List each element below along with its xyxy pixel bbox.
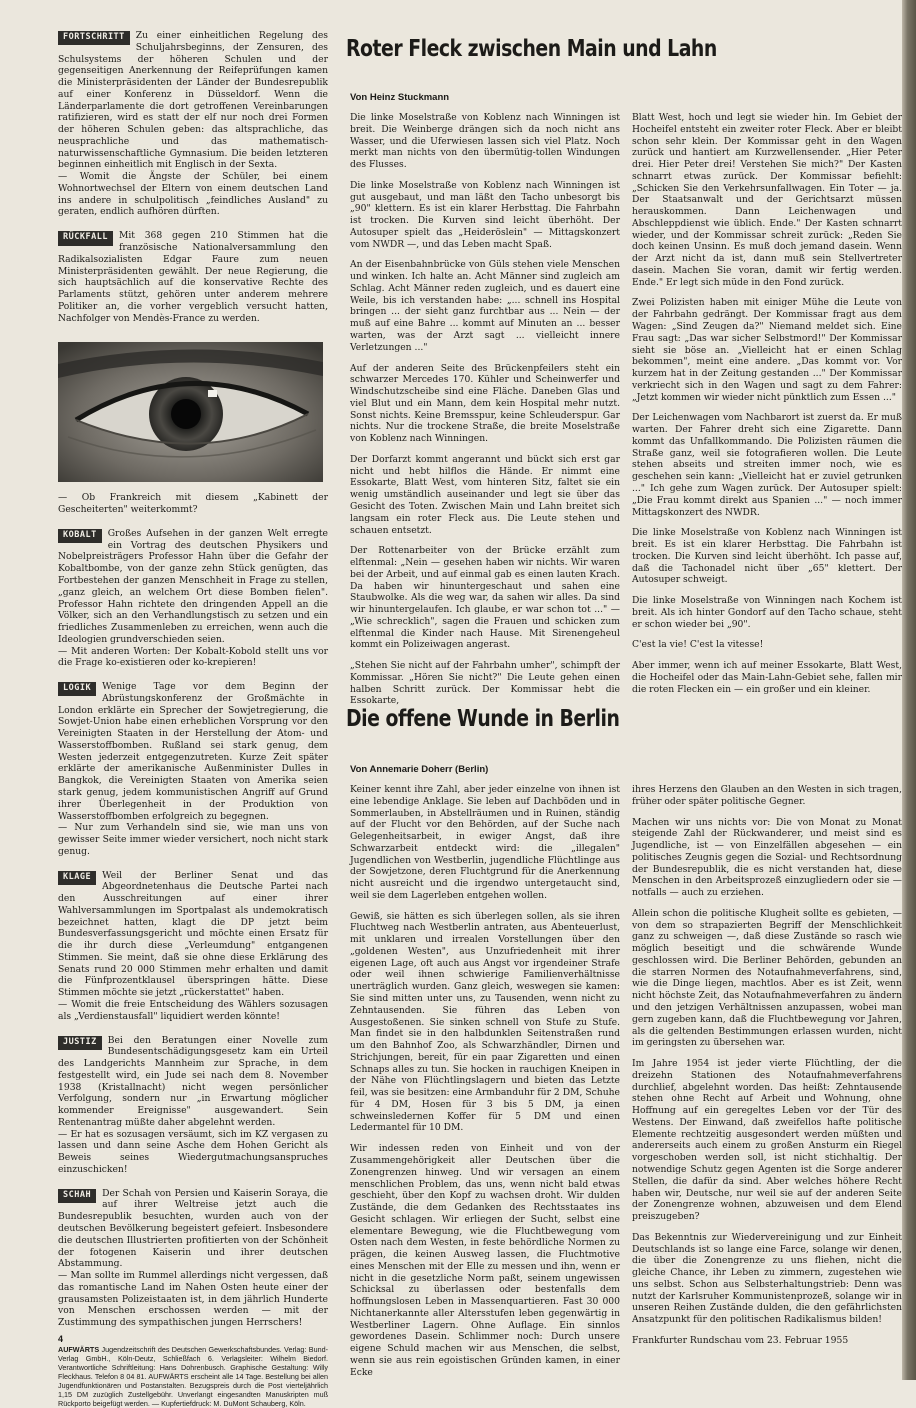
article2-body	[350, 784, 902, 1378]
paragraph: Auf der anderen Seite des Brückenpfeilers steht ein schwarzer Mercedes 170. Kühler und Scheinwerfer und Windschutzscheibe sind eine Fläche. Daneben Glas und viel Blut und ein Mann, dem kein Hospital mehr nutzt. Sonst nichts. Keine Bremsspur, keine Schleuderspur. Gar nichts. Nur die trockene Straße, die breite Moselstraße von Koblenz nach Winningen.	[350, 362, 620, 445]
article1-byline: Von Heinz Stuckmann	[350, 92, 450, 103]
paragraph: „Stehen Sie nicht auf der Fahrbahn umher", schimpft der Kommissar. „Hören Sie nicht?" Die Leute gehen einen halben Schritt zurück. Der Kommissar hebt die Essokarte,	[350, 660, 620, 707]
imprint-title: AUFWÄRTS	[58, 1344, 100, 1354]
entry-comment: — Man sollte im Rummel allerdings nicht vergessen, daß das romantische Land im Nahen Osten heute einer der grausamsten Polizeistaaten ist, in dem jährlich Hunderte von Menschen erschossen werden — mit der Zustimmung des sympathischen jungen Herrschers!	[58, 1270, 328, 1329]
articles-area	[346, 30, 902, 1378]
entry-tag: KOBALT	[58, 529, 102, 543]
article1-column-2	[632, 112, 902, 712]
entry-text: Mit 368 gegen 210 Stimmen hat die französische Nationalversammlung den Radikalsozialisten Edgar Faure zum neuen Ministerpräsidenten gewählt. Der neue Regierung, die sich hauptsächlich auf die konservative Rechte des Parlaments stützt, gehören unter anderem mehrere Politiker an, die vorher vergeblich versucht hatten, Nachfolger von Mendès-France zu werden.	[58, 230, 328, 324]
entry-text: Weil der Berliner Senat und das Abgeordnetenhaus die Deutsche Partei nach den Ausschreitungen auf einer ihrer Wahlversammlungen im Sportpalast als undemokratisch bezeichnet hatten, klagt die DP jetzt beim Bundesverfassungsgericht und möchte einen Ersatz für die ihr durch diese „Verleumdung" entgangenen Stimmen. Sie meint, daß sie ohne diese Erklärung des Senats rund 20 000 Stimmen mehr erhalten und damit die Fünfprozentklausel überspringen hätte. Diese Stimmen möchte sie jetzt „rückerstattet" haben.	[58, 869, 328, 999]
article2-column-2	[632, 784, 902, 1370]
paragraph: Gewiß, sie hätten es sich überlegen sollen, als sie ihren Fluchtweg nach Westberlin antraten, aus Abenteuerlust, mit unklaren und irrealen Vorstellungen über den „goldenen Westen", aus Unzufriedenheit mit ihrer eigenen Lage, oft auch aus Angst vor irgendeiner Strafe oder weil ihnen schwierige Familienverhältnisse unerträglich wurden. Ganz gleich, weswegen sie kamen: Sie sind mitten unter uns, zu Tausenden, wenn nicht zu Zehntausenden. Sie führen das Leben von Ausgestoßenen. Sie sinken schnell von Stufe zu Stufe. Man findet sie in den halbdunklen Seitenstraßen rund um den Bahnhof Zoo, als Schwarzhändler, Dirnen und Strichjungen, bereit, für ein paar Zigaretten und einen Schnaps alles zu tun. Sie hocken in rauchigen Kneipen in der Nähe von Flüchtlingslagern und bieten das Letzte feil, was sie besitzen: eine Armbanduhr für 2 DM, Schuhe für 4 DM, Hosen für 3 bis 5 DM, ja einen schweinsledernen Koffer für 5 DM und einen Ledermantel für 10 DM.	[350, 910, 620, 1134]
paragraph: Der Leichenwagen vom Nachbarort ist zuerst da. Er muß warten. Der Fahrer dreht sich eine Zigarette. Dann kommt das Unfallkommando. Die Polizisten räumen die Straße ganz, weil sie fotografieren wollen. Die Leute stehen abseits und streiten immer noch, wie es geschehen sein kann: „Vielleicht hat er zuviel getrunken ..." Ich gehe zum Wagen zurück. Der Autosuper spielt: „Die Frau kommt direkt aus Spanien ..." — noch immer Mittagskonzert des NWDR.	[632, 412, 902, 518]
entry-tag: JUSTIZ	[58, 1036, 102, 1050]
article2-source: Frankfurter Rundschau vom 23. Februar 1955	[632, 1334, 849, 1346]
photo-caption: — Ob Frankreich mit diesem „Kabinett der Gescheiterten" weiterkommt?	[58, 492, 328, 516]
paragraph: C'est la vie! C'est la vitesse!	[632, 639, 764, 651]
sidebar-entry-klage	[58, 870, 328, 1023]
sidebar-entry-justiz	[58, 1035, 328, 1176]
paragraph: Zwei Polizisten haben mit einiger Mühe die Leute von der Fahrbahn gedrängt. Der Kommissar fragt aus dem Wagen: „Sind Zeugen da?" Niemand meldet sich. Eine Frau sagt: „Das war sicher Selbstmord!" Der Kommissar sieht sie böse an. „Vielleicht hat er einen Schlag bekommen", meint eine andere. „Das kommt vor. Vor kurzem hat in der Zeitung gestanden ..." Der Kommissar verkriecht sich in den Wagen und sagt zu dem Fahrer: „Jetzt kommen wir wieder nicht pünktlich zum Essen ..."	[632, 297, 902, 403]
article2-headline: Die offene Wunde in Berlin	[346, 706, 620, 732]
article1-body	[350, 112, 902, 712]
paragraph: Keiner kennt ihre Zahl, aber jeder einzelne von ihnen ist eine lebendige Anklage. Sie leben auf Dachböden und in Sommerlauben, in Abstellräumen und in Ruinen, ständig auf der Flucht vor den Behörden, auf der Suche nach Gelegenheitsarbeit, in ewiger Angst, daß ihre Schwarzarbeit entdeckt wird: die „illegalen" Jugendlichen von Westberlin, jugendliche Flüchtlinge aus der Sowjetzone, deren Fluchtgrund für die Anerkennung nicht ausreicht und die irgendwo untergetaucht sind, weil sie dem Lagerleben entgehen wollen.	[350, 784, 620, 901]
entry-tag: RÜCKFALL	[58, 231, 113, 245]
imprint-text: Jugendzeitschrift des Deutschen Gewerkschaftsbundes. Verlag: Bund-Verlag GmbH., Köln-Deutz, Schließfach 6. Verlagsleiter: Wilhelm Biedorf. Verantwortliche Schriftleitung: Hans Dohrenbusch. Graphische Gestaltung: Willy Fleckhaus. Telefon 8 04 81. AUFWÄRTS erscheint alle 14 Tage. Bestellung bei allen Jugendfunktionären und Postanstalten. Bezugspreis durch die Post vierteljährlich 1,15 DM zuzüglich Zustellgebühr. Unverlangt eingesandten Manuskripten muß Rückporto beigefügt werden. — Kupfertiefdruck: M. DuMont Schauberg, Köln.	[58, 1344, 328, 1408]
paragraph: An der Eisenbahnbrücke von Güls stehen viele Menschen und winken. Ich halte an. Acht Männer sind zugleich am Schlag. Acht Männer reden zugleich, und es dauert eine Weile, bis ich verstanden habe: „... schnell ins Hospital bringen ... der sieht ganz furchtbar aus ... Nein — der muß auf eine Bahre ... kommt auf Minuten an ... besser warten, was der Arzt sagt ... vielleicht innere Verletzungen ..."	[350, 259, 620, 353]
entry-text: Zu einer einheitlichen Regelung des Schuljahrsbeginns, der Zensuren, des Schulsystems der höheren Schulen und der gegenseitigen Anerkennung der Reifeprüfungen kamen die Ministerpräsidenten der Länder der Bundesrepublik auf einer Konferenz in Düsseldorf. Wenn die Länderparlamente die dort getroffenen Vereinbarungen ratifizieren, wird es statt der elf nur noch drei Formen der höheren Schulen geben: das altsprachliche, das neusprachliche und das mathematisch-naturwissenschaftliche Gymnasium. Die beiden letzteren beginnen einheitlich mit Englisch in der Sexta.	[58, 30, 328, 171]
paragraph: Im Jahre 1954 ist jeder vierte Flüchtling, der die dreizehn Stationen des Notaufnahmeverfahrens durchlief, abgelehnt worden. Das heißt: Zehntausende stehen ohne Recht auf Arbeit und Wohnung, ohne Hoffnung auf ein geregeltes Leben vor der Tür des Westens. Der Einwand, daß zweifellos hafte politische Elemente rechtzeitig ausgesondert werden müßten und andererseits auch einem zu großen Ansturm ein Riegel vorgeschoben werden soll, ist nicht stichhaltig. Der notwendige Schutz gegen Agenten ist die Sorge anderer Stellen, die dafür da sind. Aber welches höhere Recht haben wir, Deutsche, nur weil sie auf der anderen Seite der Zonengrenze wohnen, abzuweisen und dem Elend preiszugeben?	[632, 1058, 902, 1223]
entry-comment: — Nur zum Verhandeln sind sie, wie man uns von gewisser Seite immer wieder versichert, noch nicht stark genug.	[58, 822, 328, 857]
paragraph: Machen wir uns nichts vor: Die von Monat zu Monat steigende Zahl der Rückwanderer, und meist sind es Jugendliche, ist — von Einzelfällen abgesehen — ein politisches Zeugnis gegen die Sozial- und Rechtsordnung der Bundesrepublik, die es nicht verstanden hat, diese Menschen in den Arbeitsprozeß einzugliedern oder sie — notfalls — auch zu erziehen.	[632, 816, 902, 899]
entry-text: Der Schah von Persien und Kaiserin Soraya, die auf ihrer Weltreise jetzt auch die Bundesrepublik besuchten, wurden auch von der deutschen Bevölkerung begeistert gefeiert. Insbesondere die deutschen Illustrierten profitierten von der Schönheit der fotogenen Kaiserin und ihrer deutschen Abstammung.	[58, 1187, 328, 1270]
paragraph: ihres Herzens den Glauben an den Westen in sich tragen, früher oder später politische Gegner.	[632, 784, 902, 807]
entry-comment: — Er hat es sozusagen versäumt, sich im KZ vergasen zu lassen und dann seine Asche dem Hohen Gericht als Beweis seines Wiedergutmachungsanspruches einzuschicken!	[58, 1128, 328, 1175]
paragraph: Aber immer, wenn ich auf meiner Essokarte, Blatt West, die Hocheifel oder das Main-Lahn-Gebiet sehe, fallen mir die roten Flecken ein — ein großer und ein kleiner.	[632, 660, 902, 695]
paragraph: Der Rottenarbeiter von der Brücke erzählt zum elftenmal: „Nein — gesehen haben wir nichts. Wir waren bei der Arbeit, und auf einmal gab es einen lauten Krach. Da haben wir hinuntergeschaut und sahen eine Staubwolke. Als die weg war, da sahen wir alles. Da sind wir hinuntergelaufen. Ich glaube, er war schon tot ..." — „Wie schrecklich", sagen die Frauen und schicken zum elftenmal die Kinder nach Hause. Mit Sirenengeheul kommt ein Polizeiwagen angerast.	[350, 545, 620, 651]
entry-comment: — Womit die Ängste der Schüler, bei einem Wohnortwechsel der Eltern von einem deutschen Land ins andere in schulpolitisch „feindliches Ausland" zu geraten, endlich aufhören dürften.	[58, 171, 328, 218]
sidebar-entry-kobalt	[58, 528, 328, 669]
sidebar-entry-logik	[58, 681, 328, 857]
entry-text: Wenige Tage vor dem Beginn der Abrüstungskonferenz der Großmächte in London erklärte ein Sprecher der Sowjetregierung, die Sowjet-Union habe einen erheblichen Vorsprung vor den Vereinigten Staaten in der Herstellung der Atom- und Wasserstoffbomben. Rußland sei stark genug, dem Westen jederzeit entgegenzutreten. Kurze Zeit später erklärte der amerikanische Außenminister Dulles in Bangkok, die Vereinigten Staaten von Amerika seien stark genug, jedem kommunistischen Angriff auf Grund ihrer Überlegenheit in der Produktion von Wasserstoffbomben erfolgreich zu begegnen.	[58, 681, 328, 822]
eye-photo	[58, 342, 323, 482]
entry-tag: SCHAH	[58, 1189, 96, 1203]
paragraph: Die linke Moselstraße von Koblenz nach Winningen ist breit. Es ist ein klarer Herbsttag. Die Fahrbahn ist trocken. Die Kurven sind leicht überhöht. Ich passe auf, daß die Tachonadel nicht über „65" klettert. Der Autosuper schweigt.	[632, 527, 902, 586]
paragraph: Die linke Moselstraße von Winningen nach Kochem ist breit. Als ich hinter Gondorf auf den Tacho schaue, steht er schon wieder bei „90".	[632, 595, 902, 630]
entry-text: Großes Aufsehen in der ganzen Welt erregte ein Vortrag des deutschen Physikers und Nobelpreisträgers Professor Hahn über die Gefahr der Kobaltbombe, von der ganze zehn Stück genügten, das Fortbestehen der ganzen Menschheit in Frage zu stellen, „ganz gleich, an welchem Ort diese Bomben fielen". Professor Hahn richtete den dringenden Appell an die Völker, sich an den Verhandlungstisch zu setzen und ein friedliches Zusammenleben zu erreichen, wenn auch die Ideologien grundverschieden seien.	[58, 527, 328, 645]
entry-tag: KLAGE	[58, 871, 96, 885]
sidebar-entry-schah	[58, 1188, 328, 1329]
imprint	[58, 1345, 328, 1408]
entry-comment: — Womit die freie Entscheidung des Wählers sozusagen als „Verdienstausfall" liquidiert werden könnte!	[58, 999, 328, 1022]
paragraph: Der Dorfarzt kommt angerannt und bückt sich erst gar nicht und hebt hilflos die Hände. Er nimmt eine Essokarte, Blatt West, vom hinteren Sitz, faltet sie ein wenig umständlich auseinander und legt sie über das Gesicht des Toten. Zwischen Main und Lahn breitet sich langsam ein roter Fleck aus. Die Leute stehen und schauen entsetzt.	[350, 453, 620, 536]
paragraph: Die linke Moselstraße von Koblenz nach Winningen ist gut ausgebaut, und man läßt den Tacho unbesorgt bis „90" klettern. Es ist ein klarer Herbsttag. Die Fahrbahn ist trocken. Die Kurven sind leicht überhöht. Der Autosuper spielt das „Heideröslein" — Mittagskonzert vom NWDR —, und das Leben macht Spaß.	[350, 179, 620, 250]
sidebar-entry-fortschritt	[58, 30, 328, 218]
article2-byline: Von Annemarie Doherr (Berlin)	[350, 764, 489, 775]
sidebar-entry-rückfall	[58, 230, 328, 324]
entry-comment: — Mit anderen Worten: Der Kobalt-Kobold stellt uns vor die Frage ko-existieren oder ko-krepieren!	[58, 645, 328, 669]
article1-column-1	[350, 112, 620, 712]
paragraph: Die linke Moselstraße von Koblenz nach Winningen ist breit. Die Weinberge drängen sich da noch nicht ans Wasser, und die Uferwiesen lassen sich viel Platz. Noch merkt man nichts von den übermütig-tollen Windungen des Flusses.	[350, 112, 620, 171]
article1-headline: Roter Fleck zwischen Main und Lahn	[346, 36, 717, 62]
article2-column-1	[350, 784, 620, 1378]
page-number: 4	[58, 1334, 64, 1344]
paragraph: Wir indessen reden von Einheit und von der Zusammengehörigkeit aller Deutschen über die Zonengrenzen hinweg. Und wir versagen an einem menschlichen Problem, das uns, wenn nicht bald etwas geschieht, über den Kopf zu wachsen droht. Wir dulden Zustände, die dem Gedanken des Rechtsstaates ins Gesicht schlagen. Wir erliegen der Sucht, selbst eine elementare Bewegung, wie die Fluchtbewegung vom Osten nach dem Westen, in feste behördliche Normen zu prägen, die keinen Ausweg lassen, die Fluchtmotive eines Menschen mit der Elle zu messen und ihn, wenn er nicht in die gesetzliche Norm paßt, seinem ungewissen Schicksal zu überlassen oder bestenfalls dem hoffnungslosen Leben in Massenquartieren. Fast 30 000 Nichtanerkannte aller Altersstufen leben gegenwärtig in Westberliner Lagern. Ohne Auflage. Ein sinnlos gewordenes Dasein. Schlimmer noch: Durch unsere eigene Schuld machen wir aus Menschen, die selbst, wenn sie aus rein egoistischen Gründen kamen, in einer Ecke	[350, 1143, 620, 1378]
paragraph: Blatt West, hoch und legt sie wieder hin. Im Gebiet der Hocheifel entsteht ein zweiter roter Fleck. Aber er bleibt schon sehr klein. Der Kommissar geht in den Wagen zurück und hantiert am Kurzwellensender. „Hier Peter drei. Hier Peter drei! Verstehen Sie mich?" Der Kasten schnarrt etwas zurück. Der Kommissar befiehlt: „Schicken Sie den Verkehrsunfallwagen. Ein Toter — ja. Der Staatsanwalt und der Gerichtsarzt müssen herauskommen. Dann Leichenwagen und Abschleppdienst wie üblich. Ende." Der Kasten schnarrt wieder, und der Kommissar schreit zurück: „Reden Sie doch keinen Unsinn. Es muß doch jemand dasein. Wenn der Arzt nicht da ist, dann muß sein Stellvertreter dasein. Machen Sie voran, damit wir fertig werden. Ende." Er legt sich müde in den Fond zurück.	[632, 112, 902, 288]
sidebar-column	[58, 30, 328, 1408]
page-binding-edge	[902, 0, 916, 1380]
paragraph: Das Bekenntnis zur Wiedervereinigung und zur Einheit Deutschlands ist so lange eine Farce, solange wir denen, die über die Zonengrenze zu uns fliehen, nicht die gleiche Chance, ihr Leben zu zimmern, zugestehen wie uns selbst. Schon aus Selbsterhaltungstrieb: Denn was nutzt der Karlsruher Kommunistenprozeß, solange wir in unseren Reihen Zustände dulden, die den gefährlichsten Ansatzpunkt für den politischen Radikalismus bilden!	[632, 1231, 902, 1326]
paragraph: Allein schon die politische Klugheit sollte es gebieten, — von dem so strapazierten Begriff der Menschlichkeit ganz zu schweigen —, daß diese Zustände so rasch wie möglich beseitigt und die schwärende Wunde geschlossen wird. Die Berliner Behörden, gebunden an die starren Normen des Notaufnahmeverfahrens, sind, wie die Dinge liegen, machtlos. Aber es ist Zeit, wenn nicht höchste Zeit, das Notaufnahmeverfahren zu ändern und den jetzigen Verhältnissen anzupassen, wobei man gern zugeben kann, daß die Fluchtbewegung vor Jahren, als die geltenden Bestimmungen erlassen wurden, nicht im geringsten zu übersehen war.	[632, 907, 902, 1049]
entry-tag: LOGIK	[58, 682, 96, 696]
entry-text: Bei den Beratungen einer Novelle zum Bundesentschädigungsgesetz kam ein Urteil des Landgerichts Mannheim zur Sprache, in dem festgestellt wird, ein Jude sei nach dem 8. November 1938 (Kristallnacht) nicht wegen persönlicher Verfolgung, sondern nur „in Erwartung möglicher kommender Ereignisse" ausgewandert. Sein Rentenantrag müßte daher abgelehnt werden.	[58, 1034, 328, 1128]
entry-tag: FORTSCHRITT	[58, 31, 130, 45]
